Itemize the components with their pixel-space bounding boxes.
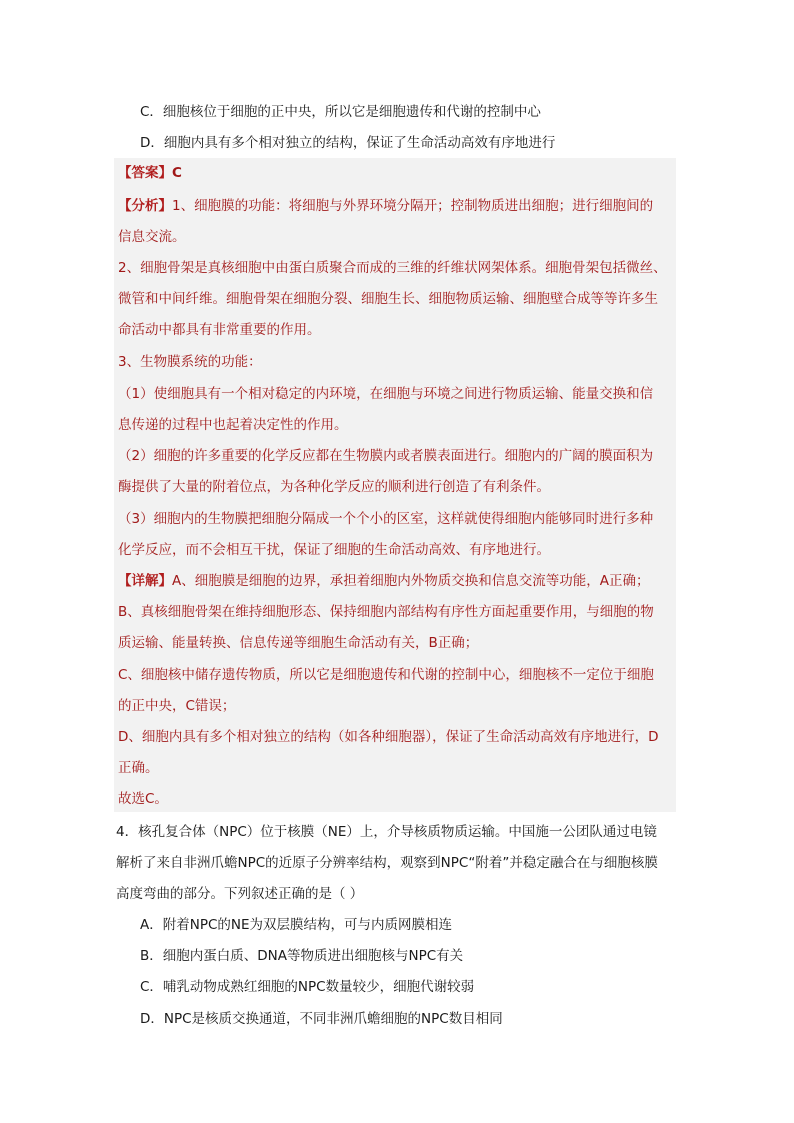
analysis-line-6: 3、生物膜系统的功能： <box>118 354 262 370</box>
detail-label: 【详解】 <box>118 573 172 589</box>
detail-line-5: 的正中央，C错误； <box>118 698 236 714</box>
analysis-line-10: 酶提供了大量的附着位点，为各种化学反应的顺利进行创造了有利条件。 <box>118 479 550 495</box>
detail-line-8: 故选C。 <box>118 791 168 807</box>
detail-line-2: B、真核细胞骨架在维持细胞形态、保持细胞内部结构有序性方面起重要作用，与细胞的物 <box>118 604 654 620</box>
analysis-line-7: （1）使细胞具有一个相对稳定的内环境，在细胞与环境之间进行物质运输、能量交换和信 <box>118 386 654 402</box>
question4-stem-line-1: 4．核孔复合体（NPC）位于核膜（NE）上，介导核质物质运输。中国施一公团队通过电镜 <box>116 824 657 840</box>
question4-stem-line-2: 解析了来自非洲爪蟾NPC的近原子分辨率结构，观察到NPC“附着”并稳定融合在与细胞核膜 <box>116 855 658 871</box>
question4-option-d: D．NPC是核质交换通道，不同非洲爪蟾细胞的NPC数目相同 <box>140 1011 503 1027</box>
analysis-line-3: 2、细胞骨架是真核细胞中由蛋白质聚合而成的三维的纤维状网架体系。细胞骨架包括微丝、 <box>118 260 667 276</box>
prev-option-d: D．细胞内具有多个相对独立的结构，保证了生命活动高效有序地进行 <box>140 135 556 151</box>
detail-line-3: 质运输、能量转换、信息传递等细胞生命活动有关，B正确； <box>118 635 479 651</box>
analysis-line-9: （2）细胞的许多重要的化学反应都在生物膜内或者膜表面进行。细胞内的广阔的膜面积为 <box>118 448 654 464</box>
analysis-line-12: 化学反应，而不会相互干扰，保证了细胞的生命活动高效、有序地进行。 <box>118 542 550 558</box>
analysis-line-4: 微管和中间纤维。细胞骨架在细胞分裂、细胞生长、细胞物质运输、细胞壁合成等等许多生 <box>118 291 658 307</box>
analysis-line-1: 【分析】1、细胞膜的功能：将细胞与外界环境分隔开；控制物质进出细胞；进行细胞间的 <box>118 198 654 214</box>
question4-option-a: A．附着NPC的NE为双层膜结构，可与内质网膜相连 <box>140 917 453 933</box>
detail-line-6: D、细胞内具有多个相对独立的结构（如各种细胞器），保证了生命活动高效有序地进行，D <box>118 729 659 745</box>
analysis-label: 【分析】 <box>118 198 172 214</box>
analysis-line-11: （3）细胞内的生物膜把细胞分隔成一个个小的区室，这样就使得细胞内能够同时进行多种 <box>118 511 654 527</box>
prev-option-c: C．细胞核位于细胞的正中央，所以它是细胞遗传和代谢的控制中心 <box>140 104 541 120</box>
question4-option-c: C．哺乳动物成熟红细胞的NPC数量较少，细胞代谢较弱 <box>140 979 475 995</box>
detail-line-4: C、细胞核中储存遗传物质，所以它是细胞遗传和代谢的控制中心，细胞核不一定位于细胞 <box>118 667 654 683</box>
detail-line-7: 正确。 <box>118 760 159 776</box>
answer-line <box>118 163 182 183</box>
answer-value: C <box>172 165 182 181</box>
question4-option-b: B．细胞内蛋白质、DNA等物质进出细胞核与NPC有关 <box>140 948 464 964</box>
question4-stem-line-3: 高度弯曲的部分。下列叙述正确的是（ ） <box>116 886 364 902</box>
analysis-line-2: 信息交流。 <box>118 229 186 245</box>
answer-label: 【答案】 <box>118 165 172 181</box>
analysis-line-8: 息传递的过程中也起着决定性的作用。 <box>118 417 348 433</box>
analysis-line-5: 命活动中都具有非常重要的作用。 <box>118 322 321 338</box>
detail-line-1: 【详解】A、细胞膜是细胞的边界，承担着细胞内外物质交换和信息交流等功能，A正确； <box>118 573 650 589</box>
